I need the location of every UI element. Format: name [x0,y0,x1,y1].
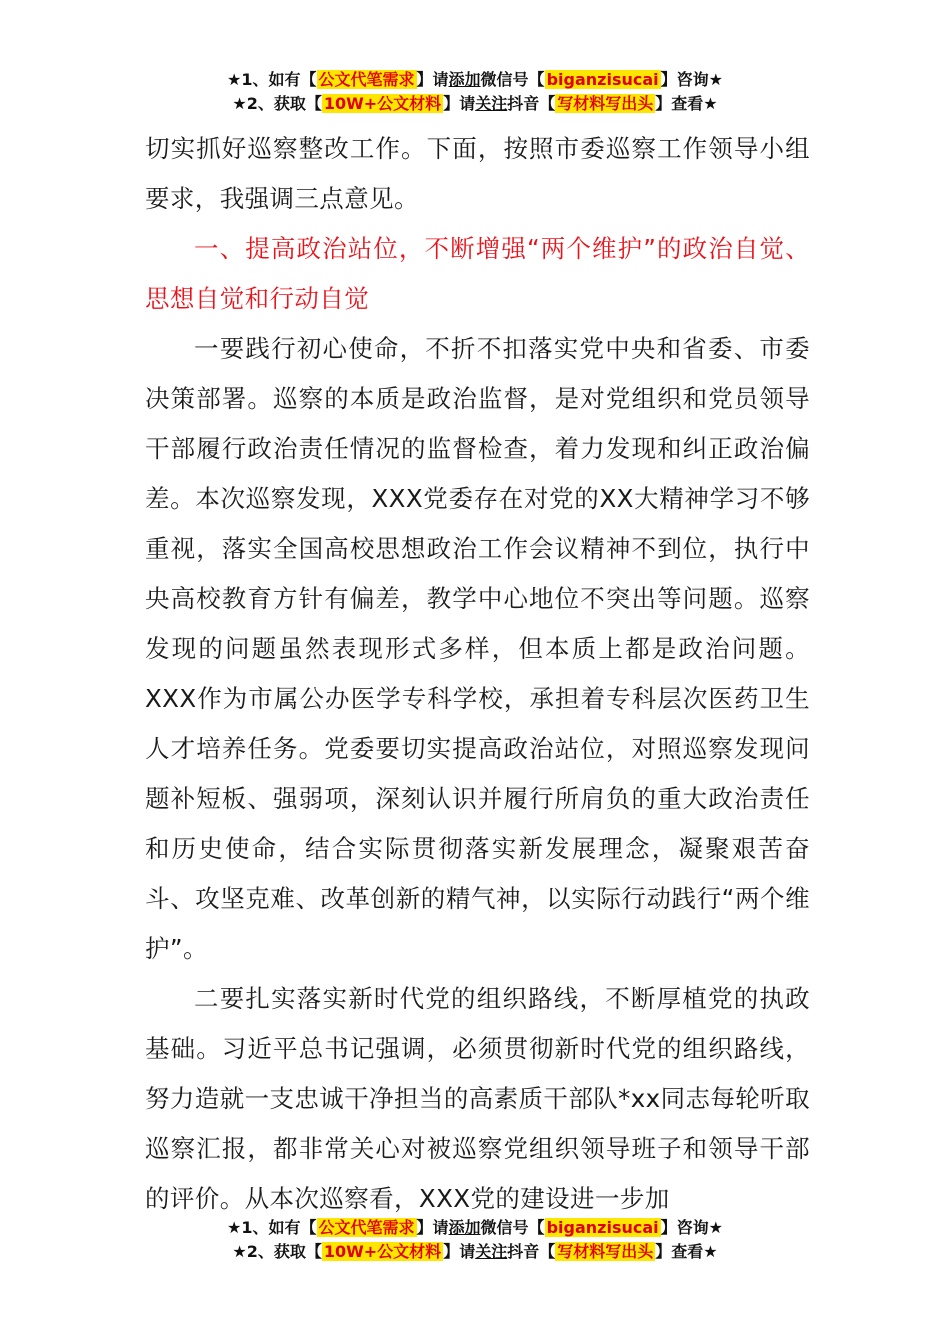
banner-underline: 关注 [475,1242,508,1261]
banner-line-2 [0,1240,950,1264]
intro-paragraph: 切实抓好巡察整改工作。下面，按照市委巡察工作领导小组要求，我强调三点意见。 [145,134,810,213]
banner-highlight: 公文代笔需求 [318,1218,415,1237]
banner-highlight: 10W+公文材料 [323,94,442,113]
banner-text: 】请 [416,1218,449,1237]
banner-text: 】查看★ [655,1242,718,1261]
banner-underline: 添加 [448,1218,481,1237]
banner-highlight: 写材料写出头 [557,94,654,113]
banner-highlight: 公文代笔需求 [318,70,415,89]
banner-text: 微信号【 [480,70,545,89]
banner-line-1 [0,1216,950,1240]
banner-underline: 关注 [475,94,508,113]
banner-text: 】请 [443,94,476,113]
banner-highlight: biganzisucai [546,70,659,89]
banner-text: 微信号【 [480,1218,545,1237]
banner-highlight: biganzisucai [546,1218,659,1237]
footer-banner [0,1216,950,1264]
banner-text: ★1、如有【 [227,70,317,89]
banner-text: 抖音【 [507,94,556,113]
banner-line-1 [0,68,950,92]
banner-text: 】查看★ [655,94,718,113]
header-banner [0,68,950,116]
banner-text: ★1、如有【 [227,1218,317,1237]
document-body [145,124,810,1224]
banner-text: 】咨询★ [660,1218,723,1237]
banner-text: 】请 [416,70,449,89]
body-paragraph: 二要扎实落实新时代党的组织路线，不断厚植党的执政基础。习近平总书记强调，必须贯彻新时代党的组织路线，努力造就一支忠诚干净担当的高素质干部队*xx同志每轮听取巡察汇报，都非常关心对被巡察党组织领导班子和领导干部的评价。从本次巡察看，XXX党的建设进一步加 [145,984,810,1213]
section-heading: 一、提高政治站位，不断增强“两个维护”的政治自觉、思想自觉和行动自觉 [145,234,810,313]
body-paragraph: 一要践行初心使命，不折不扣落实党中央和省委、市委决策部署。巡察的本质是政治监督，是对党组织和党员领导干部履行政治责任情况的监督检查，着力发现和纠正政治偏差。本次巡察发现，XXX党委存在对党的XX大精神学习不够重视，落实全国高校思想政治工作会议精神不到位，执行中央高校教育方针有偏差，教学中心地位不突出等问题。巡察发现的问题虽然表现形式多样，但本质上都是政治问题。XXX作为市属公办医学专科学校，承担着专科层次医药卫生人才培养任务。党委要切实提高政治站位，对照巡察发现问题补短板、强弱项，深刻认识并履行所肩负的重大政治责任和历史使命，结合实际贯彻落实新发展理念，凝聚艰苦奋斗、攻坚克难、改革创新的精气神，以实际行动践行“两个维护”。 [145,334,810,963]
banner-text: 抖音【 [507,1242,556,1261]
banner-highlight: 10W+公文材料 [323,1242,442,1261]
banner-highlight: 写材料写出头 [557,1242,654,1261]
banner-text: 】咨询★ [660,70,723,89]
banner-line-2 [0,92,950,116]
banner-text: ★2、获取【 [232,1242,322,1261]
banner-text: ★2、获取【 [232,94,322,113]
banner-text: 】请 [443,1242,476,1261]
banner-underline: 添加 [448,70,481,89]
